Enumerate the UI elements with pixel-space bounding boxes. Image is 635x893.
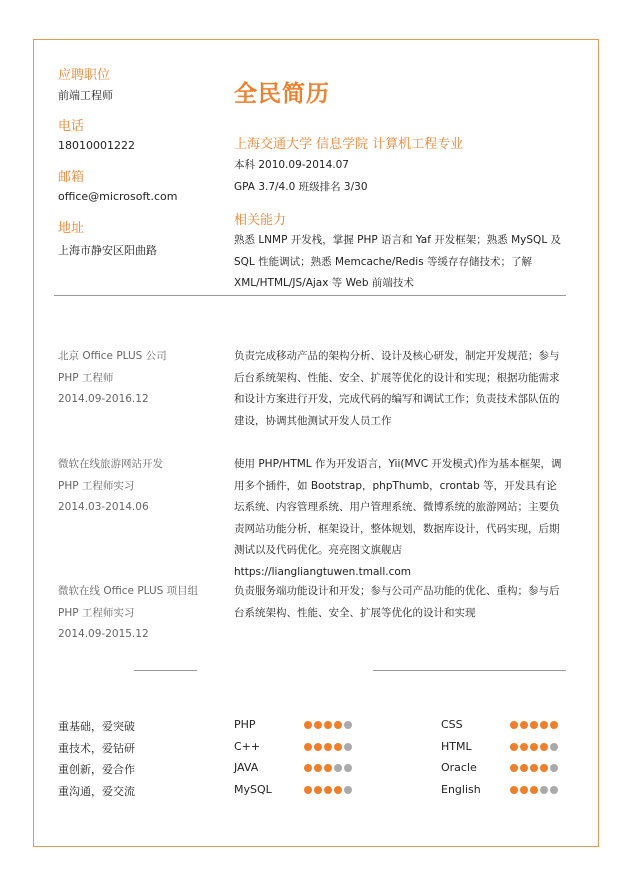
rating-dot-filled: [510, 721, 518, 729]
rating-dot-filled: [520, 764, 528, 772]
motto-text: 重技术，爱钻研: [58, 742, 135, 755]
skill-name: MySQL: [234, 783, 272, 796]
experience-company: 北京 Office PLUS 公司: [58, 350, 167, 362]
rating-dot-filled: [520, 743, 528, 751]
rating-dot-filled: [314, 721, 322, 729]
rating-dot-filled: [334, 786, 342, 794]
rating-dot-empty: [550, 764, 558, 772]
experience-description: 负责完成移动产品的架构分析、设计及核心研发，制定开发规范；参与后台系统架构、性能、安全、扩展等优化的设计和实现；根据功能需求和设计方案进行开发，完成代码的编写和调试工作；负责技术部队伍的建设，协调其他测试开发人员工作: [234, 350, 560, 427]
email-label: 邮箱: [58, 170, 85, 185]
skills-label: 相关能力: [234, 213, 287, 228]
rating-dot-filled: [314, 786, 322, 794]
rating-dot-filled: [520, 721, 528, 729]
school-line: 上海交通大学 信息学院 计算机工程专业: [234, 137, 464, 152]
rating-dot-empty: [344, 764, 352, 772]
rating-dot-empty: [550, 786, 558, 794]
rating-dot-empty: [344, 743, 352, 751]
rating-dot-filled: [314, 764, 322, 772]
rating-dot-filled: [510, 764, 518, 772]
skill-rating: [510, 743, 558, 751]
rating-dot-filled: [324, 721, 332, 729]
rating-dot-filled: [520, 786, 528, 794]
experience-company: 微软在线 Office PLUS 项目组: [58, 585, 199, 597]
rating-dot-filled: [304, 721, 312, 729]
skill-rating: [304, 786, 352, 794]
resume-title: 全民简历: [234, 81, 330, 107]
motto-text: 重基础，爱突破: [58, 720, 135, 733]
skill-name: C++: [234, 740, 261, 753]
rating-dot-filled: [550, 721, 558, 729]
rating-dot-filled: [324, 764, 332, 772]
skill-rating: [510, 764, 558, 772]
rating-dot-filled: [530, 743, 538, 751]
rating-dot-filled: [530, 721, 538, 729]
experience-role: PHP 工程师实习: [58, 606, 135, 619]
rating-dot-filled: [334, 743, 342, 751]
address-label: 地址: [58, 221, 85, 236]
rating-dot-filled: [530, 786, 538, 794]
experience-role: PHP 工程师实习: [58, 479, 135, 492]
skill-name: PHP: [234, 718, 256, 731]
rating-dot-filled: [304, 743, 312, 751]
experience-description: 使用 PHP/HTML 作为开发语言，Yii(MVC 开发模式)作为基本框架，调用多个插件，如 Bootstrap，phpThumb，crontab 等，开发具有论坛系统、内容管理系统、用户管理系统、微博系统的旅游网站；主要负责网站功能分析，框架设计，整体规划，数据库设计，代码实现，后期测试以及代码优化。亮亮图文旗舰店 https://liangliangtuwen.tmall.com: [234, 458, 562, 578]
skill-rating: [510, 721, 558, 729]
rating-dot-filled: [540, 743, 548, 751]
experience-period: 2014.09-2016.12: [58, 393, 149, 405]
divider-right-long: [373, 670, 566, 671]
section-divider: [54, 295, 566, 296]
skill-rating: [304, 721, 352, 729]
position-value: 前端工程师: [58, 89, 113, 102]
experience-role: PHP 工程师: [58, 371, 114, 384]
email-value: office@microsoft.com: [58, 190, 178, 203]
skill-rating: [304, 743, 352, 751]
rating-dot-filled: [530, 764, 538, 772]
rating-dot-empty: [540, 786, 548, 794]
skill-rating: [304, 764, 352, 772]
motto-text: 重创新，爱合作: [58, 763, 135, 776]
rating-dot-filled: [510, 743, 518, 751]
experience-company: 微软在线旅游网站开发: [58, 458, 163, 470]
skill-rating: [510, 786, 558, 794]
rating-dot-filled: [510, 786, 518, 794]
rating-dot-filled: [304, 786, 312, 794]
experience-period: 2014.09-2015.12: [58, 628, 149, 640]
skill-name: Oracle: [441, 761, 477, 774]
divider-left-short: [134, 670, 197, 671]
rating-dot-filled: [540, 721, 548, 729]
degree-line: 本科 2010.09-2014.07: [234, 159, 349, 171]
address-value: 上海市静安区阳曲路: [58, 244, 157, 257]
skill-name: CSS: [441, 718, 463, 731]
rating-dot-filled: [324, 743, 332, 751]
skill-name: JAVA: [234, 761, 259, 774]
motto-text: 重沟通，爱交流: [58, 785, 135, 798]
rating-dot-empty: [550, 743, 558, 751]
rating-dot-filled: [304, 764, 312, 772]
rating-dot-filled: [324, 786, 332, 794]
rating-dot-empty: [334, 764, 342, 772]
rating-dot-filled: [334, 721, 342, 729]
phone-label: 电话: [58, 119, 85, 134]
phone-value: 18010001222: [58, 139, 135, 152]
skills-text: 熟悉 LNMP 开发栈，掌握 PHP 语言和 Yaf 开发框架；熟悉 MySQL 及 SQL 性能调试；熟悉 Memcache/Redis 等缓存存储技术；了解 XML/HTML/JS/Ajax 等 Web 前端技术: [234, 234, 562, 289]
experience-description: 负责服务端功能设计和开发；参与公司产品功能的优化、重构；参与后台系统架构、性能、安全、扩展等优化的设计和实现: [234, 585, 560, 619]
skill-name: HTML: [441, 740, 472, 753]
rating-dot-empty: [344, 721, 352, 729]
rating-dot-filled: [540, 764, 548, 772]
skill-name: English: [441, 783, 481, 796]
rating-dot-empty: [344, 786, 352, 794]
gpa-line: GPA 3.7/4.0 班级排名 3/30: [234, 181, 368, 193]
position-label: 应聘职位: [58, 68, 111, 83]
rating-dot-filled: [314, 743, 322, 751]
experience-period: 2014.03-2014.06: [58, 501, 149, 513]
